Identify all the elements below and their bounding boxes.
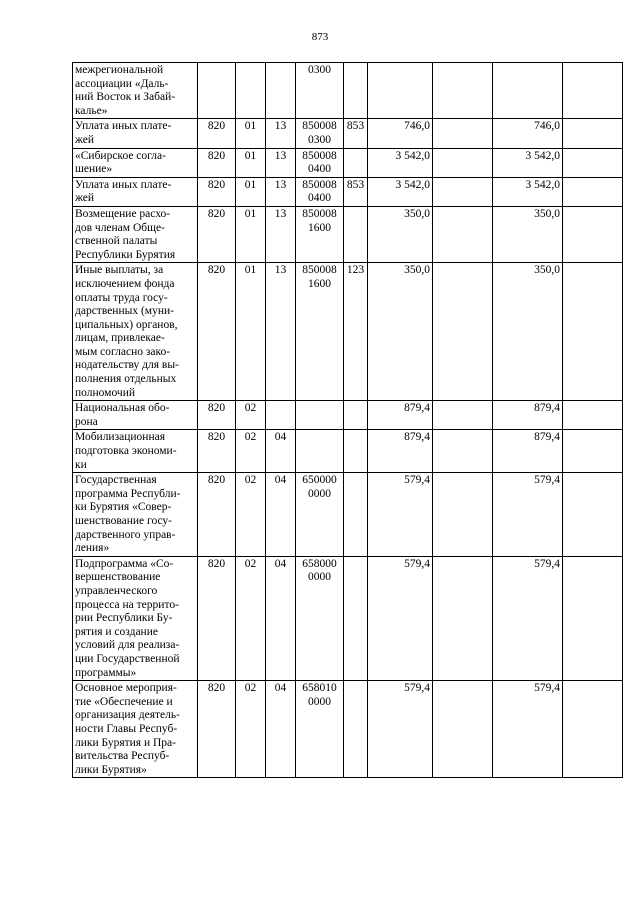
cell-csr: 850008 1600 bbox=[296, 206, 344, 262]
cell-sum-2 bbox=[433, 263, 493, 401]
cell-sum-2 bbox=[433, 206, 493, 262]
cell-sum-2 bbox=[433, 473, 493, 557]
cell-sum-3: 879,4 bbox=[493, 401, 563, 430]
cell-razdel: 01 bbox=[236, 206, 266, 262]
cell-podrazdel: 13 bbox=[266, 263, 296, 401]
cell-sum-2 bbox=[433, 556, 493, 680]
cell-ved: 820 bbox=[198, 401, 236, 430]
cell-csr: 850008 0400 bbox=[296, 177, 344, 206]
cell-name: Уплата иных плате- жей bbox=[73, 177, 198, 206]
table-row bbox=[73, 401, 623, 430]
cell-razdel: 02 bbox=[236, 681, 266, 778]
cell-sum-4 bbox=[563, 177, 623, 206]
cell-vr bbox=[344, 206, 368, 262]
cell-csr: 850008 1600 bbox=[296, 263, 344, 401]
cell-sum-2 bbox=[433, 401, 493, 430]
table-body bbox=[73, 63, 623, 778]
cell-razdel: 02 bbox=[236, 401, 266, 430]
cell-vr bbox=[344, 148, 368, 177]
cell-sum-3: 746,0 bbox=[493, 119, 563, 148]
cell-csr bbox=[296, 430, 344, 473]
cell-sum-1: 3 542,0 bbox=[368, 177, 433, 206]
table-row bbox=[73, 473, 623, 557]
table-row bbox=[73, 63, 623, 119]
cell-sum-1: 579,4 bbox=[368, 681, 433, 778]
cell-podrazdel: 13 bbox=[266, 177, 296, 206]
cell-sum-1: 879,4 bbox=[368, 401, 433, 430]
cell-sum-3: 350,0 bbox=[493, 263, 563, 401]
cell-name: Основное мероприя- тие «Обеспечение и организация деятель- ности Главы Респуб- лики Бурятия и Пра- вительства Респуб- лики Бурятия» bbox=[73, 681, 198, 778]
cell-sum-1: 579,4 bbox=[368, 473, 433, 557]
cell-name: межрегиональной ассоциации «Даль- ний Восток и Забай- калье» bbox=[73, 63, 198, 119]
cell-csr: 0300 bbox=[296, 63, 344, 119]
cell-razdel: 01 bbox=[236, 263, 266, 401]
cell-podrazdel: 04 bbox=[266, 473, 296, 557]
cell-ved: 820 bbox=[198, 148, 236, 177]
cell-razdel: 02 bbox=[236, 430, 266, 473]
cell-sum-3 bbox=[493, 63, 563, 119]
table-row bbox=[73, 206, 623, 262]
cell-ved: 820 bbox=[198, 206, 236, 262]
cell-csr: 850008 0400 bbox=[296, 148, 344, 177]
cell-podrazdel: 13 bbox=[266, 119, 296, 148]
cell-sum-4 bbox=[563, 263, 623, 401]
cell-sum-1: 350,0 bbox=[368, 263, 433, 401]
cell-razdel: 01 bbox=[236, 119, 266, 148]
cell-ved: 820 bbox=[198, 177, 236, 206]
cell-sum-2 bbox=[433, 430, 493, 473]
cell-sum-2 bbox=[433, 148, 493, 177]
cell-sum-3: 350,0 bbox=[493, 206, 563, 262]
cell-vr bbox=[344, 430, 368, 473]
cell-vr bbox=[344, 473, 368, 557]
cell-name: Иные выплаты, за исключением фонда оплаты труда госу- дарственных (муни- ципальных) органов, лицам, привлекае- мым согласно зако- нодательству для вы- полнения отдельных полномочий bbox=[73, 263, 198, 401]
cell-sum-3: 579,4 bbox=[493, 473, 563, 557]
table-row bbox=[73, 263, 623, 401]
cell-razdel: 01 bbox=[236, 148, 266, 177]
cell-csr: 850008 0300 bbox=[296, 119, 344, 148]
cell-ved: 820 bbox=[198, 430, 236, 473]
cell-name: Государственная программа Республи- ки Бурятия «Совер- шенствование госу- дарственного управ- ления» bbox=[73, 473, 198, 557]
cell-sum-3: 579,4 bbox=[493, 681, 563, 778]
table-row bbox=[73, 148, 623, 177]
cell-name: Национальная обо- рона bbox=[73, 401, 198, 430]
table-row bbox=[73, 430, 623, 473]
cell-sum-4 bbox=[563, 63, 623, 119]
cell-vr: 853 bbox=[344, 177, 368, 206]
cell-podrazdel bbox=[266, 401, 296, 430]
cell-sum-1: 879,4 bbox=[368, 430, 433, 473]
table-row bbox=[73, 177, 623, 206]
cell-sum-4 bbox=[563, 148, 623, 177]
cell-csr: 658000 0000 bbox=[296, 556, 344, 680]
cell-sum-2 bbox=[433, 681, 493, 778]
cell-sum-1: 350,0 bbox=[368, 206, 433, 262]
cell-sum-3: 579,4 bbox=[493, 556, 563, 680]
cell-sum-2 bbox=[433, 119, 493, 148]
cell-razdel bbox=[236, 63, 266, 119]
cell-ved: 820 bbox=[198, 263, 236, 401]
cell-razdel: 02 bbox=[236, 473, 266, 557]
table-row bbox=[73, 119, 623, 148]
cell-sum-1: 746,0 bbox=[368, 119, 433, 148]
cell-sum-3: 879,4 bbox=[493, 430, 563, 473]
cell-ved: 820 bbox=[198, 473, 236, 557]
table-row bbox=[73, 681, 623, 778]
cell-sum-4 bbox=[563, 430, 623, 473]
cell-name: Подпрограмма «Со- вершенствование управленческого процесса на террито- рии Республики Бу- рятия и создание условий для реализа- ции Государственной программы» bbox=[73, 556, 198, 680]
cell-podrazdel: 13 bbox=[266, 148, 296, 177]
cell-sum-4 bbox=[563, 206, 623, 262]
cell-podrazdel: 04 bbox=[266, 556, 296, 680]
cell-sum-1: 579,4 bbox=[368, 556, 433, 680]
cell-sum-3: 3 542,0 bbox=[493, 177, 563, 206]
cell-vr bbox=[344, 401, 368, 430]
cell-vr bbox=[344, 63, 368, 119]
cell-vr bbox=[344, 681, 368, 778]
cell-podrazdel: 04 bbox=[266, 681, 296, 778]
cell-csr bbox=[296, 401, 344, 430]
cell-vr bbox=[344, 556, 368, 680]
cell-sum-4 bbox=[563, 681, 623, 778]
cell-csr: 650000 0000 bbox=[296, 473, 344, 557]
cell-sum-2 bbox=[433, 63, 493, 119]
cell-ved bbox=[198, 63, 236, 119]
cell-sum-4 bbox=[563, 473, 623, 557]
cell-vr: 123 bbox=[344, 263, 368, 401]
cell-sum-4 bbox=[563, 401, 623, 430]
cell-podrazdel bbox=[266, 63, 296, 119]
cell-name: Возмещение расхо- дов членам Обще- ственной палаты Республики Бурятия bbox=[73, 206, 198, 262]
cell-podrazdel: 04 bbox=[266, 430, 296, 473]
cell-razdel: 02 bbox=[236, 556, 266, 680]
cell-ved: 820 bbox=[198, 556, 236, 680]
cell-name: Мобилизационная подготовка экономи- ки bbox=[73, 430, 198, 473]
page-number: 873 bbox=[311, 31, 329, 43]
cell-sum-4 bbox=[563, 119, 623, 148]
cell-vr: 853 bbox=[344, 119, 368, 148]
budget-table bbox=[72, 62, 623, 778]
cell-sum-4 bbox=[563, 556, 623, 680]
cell-name: «Сибирское согла- шение» bbox=[73, 148, 198, 177]
cell-ved: 820 bbox=[198, 681, 236, 778]
cell-csr: 658010 0000 bbox=[296, 681, 344, 778]
cell-ved: 820 bbox=[198, 119, 236, 148]
cell-razdel: 01 bbox=[236, 177, 266, 206]
cell-sum-3: 3 542,0 bbox=[493, 148, 563, 177]
cell-name: Уплата иных плате- жей bbox=[73, 119, 198, 148]
cell-sum-1: 3 542,0 bbox=[368, 148, 433, 177]
cell-podrazdel: 13 bbox=[266, 206, 296, 262]
cell-sum-2 bbox=[433, 177, 493, 206]
table-row bbox=[73, 556, 623, 680]
cell-sum-1 bbox=[368, 63, 433, 119]
